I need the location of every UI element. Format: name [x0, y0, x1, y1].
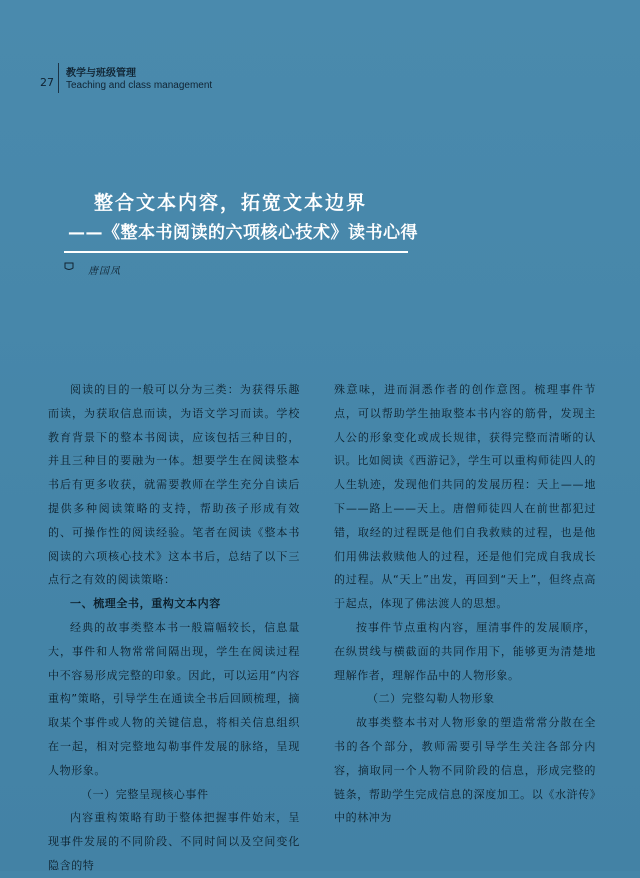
paragraph: 经典的故事类整本书一般篇幅较长，信息量大，事件和人物常常间隔出现，学生在阅读过程中不容易形成完整的印象。因此，可以运用“内容重构”策略，引导学生在通读全书后回顾梳理，摘取某个事件或人物的关键信息，将相关信息组织在一起，相对完整地勾勒事件发展的脉络，呈现人物形象。 — [48, 620, 300, 777]
bookmark-icon — [64, 262, 74, 272]
subsection-heading: （一）完整呈现核心事件 — [81, 787, 209, 801]
paragraph: 故事类整本书对人物形象的塑造常常分散在全书的各个部分，教师需要引导学生关注各部分内容，摘取同一个人物不同阶段的信息，形成完整的链条，帮助学生完成信息的深度加工。以《水浒传》中的林冲为 — [334, 716, 596, 825]
header-divider — [58, 63, 59, 93]
paragraph: 阅读的目的一般可以分为三类：为获得乐趣而读，为获取信息而读，为语文学习而读。学校教育背景下的整本书阅读，应该包括三种目的，并且三种目的要融为一体。想要学生在阅读整本书后有更多收获，就需要教师在学生充分自读后提供多种阅读策略的支持，帮助孩子形成有效的、可操作性的阅读经验。笔者在阅读《整本书阅读的六项核心技术》这本书后，总结了以下三点行之有效的阅读策略： — [48, 383, 300, 587]
subsection-heading: （二）完整勾勒人物形象 — [367, 692, 495, 706]
article-title: 整合文本内容，拓宽文本边界 — [94, 192, 368, 214]
paragraph: 殊意味，进而洞悉作者的创作意图。梳理事件节点，可以帮助学生抽取整本书内容的筋骨，发现主人公的形象变化或成长规律，获得完整而清晰的认识。比如阅读《西游记》，学生可以重构师徒四人的人生轨迹，发现他们共同的发展历程：天上——地下——路上——天上。唐僧师徒四人在前世都犯过错，取经的过程既是他们自我救赎的过程，也是他们用佛法救赎他人的过程，还是他们完成自我成长的过程。从“天上”出发，再回到“天上”，但终点高于起点，体现了佛法渡人的思想。 — [334, 383, 596, 611]
section-heading: 一、梳理全书，重构文本内容 — [70, 597, 221, 611]
section-title-en: Teaching and class management — [66, 80, 213, 91]
section-title-cn: 教学与班级管理 — [66, 68, 136, 79]
title-underline — [64, 251, 408, 253]
right-column — [334, 378, 596, 830]
page-number: 27 — [40, 76, 54, 89]
paragraph: 内容重构策略有助于整体把握事件始末，呈现事件发展的不同阶段、不同时间以及空间变化隐含的特 — [48, 811, 300, 872]
article-subtitle: ——《整本书阅读的六项核心技术》读书心得 — [68, 223, 418, 243]
author-name: 唐国凤 — [88, 266, 121, 277]
paragraph: 按事件节点重构内容，厘清事件的发展顺序，在纵贯线与横截面的共同作用下，能够更为清楚地理解作者，理解作品中的人物形象。 — [334, 620, 596, 682]
left-column — [48, 378, 300, 878]
